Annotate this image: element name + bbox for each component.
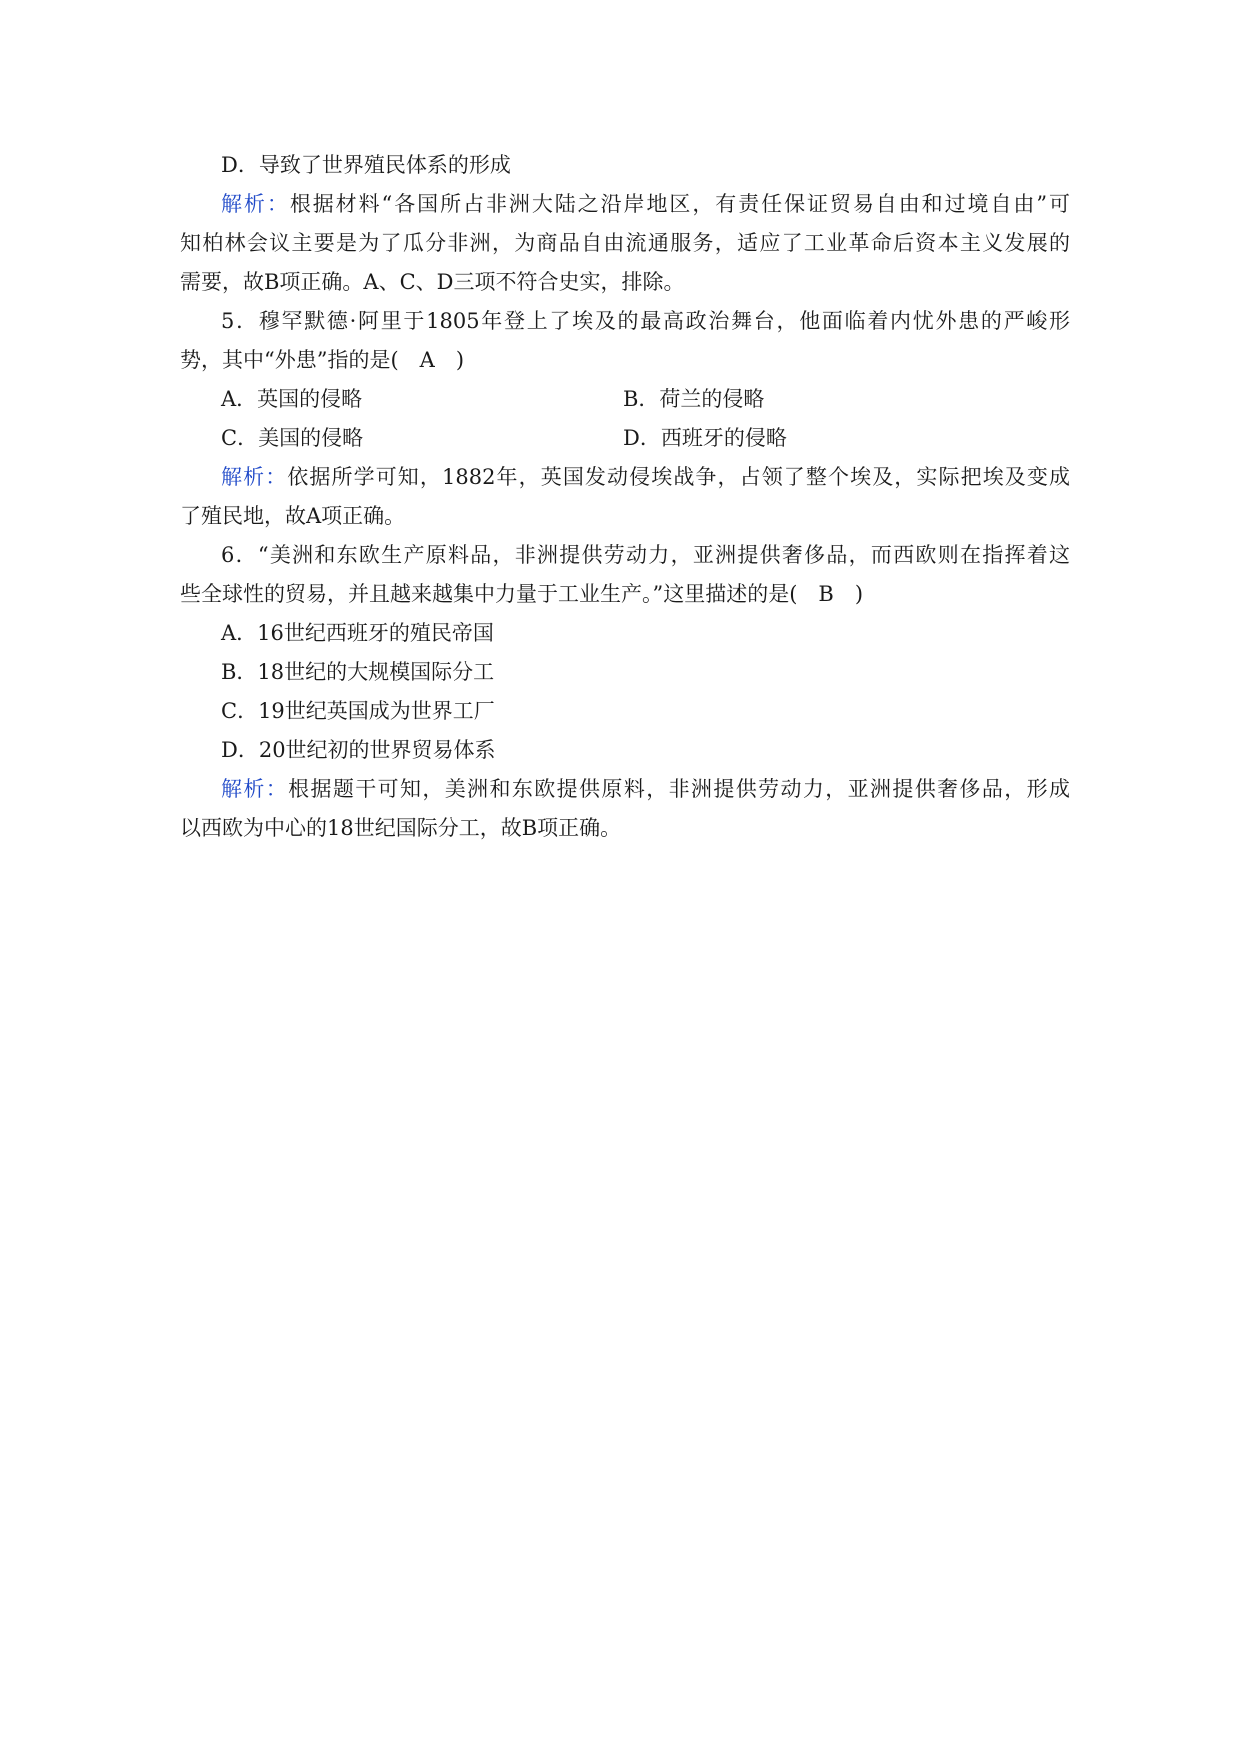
q5-option-c: C．美国的侵略 xyxy=(221,426,364,450)
q6-analysis-line-2: 以西欧为中心的18世纪国际分工，故B项正确。 xyxy=(180,816,622,840)
q6-option-d: D．20世纪初的世界贸易体系 xyxy=(221,738,496,762)
q5-stem-line-2: 势，其中“外患”指的是( A ) xyxy=(180,348,465,372)
q6-option-b: B．18世纪的大规模国际分工 xyxy=(221,660,495,684)
q5-option-d: D．西班牙的侵略 xyxy=(623,426,787,450)
q4-option-d: D．导致了世界殖民体系的形成 xyxy=(221,153,511,177)
analysis-label: 解析： xyxy=(221,192,290,216)
q4-analysis-line-2: 知柏林会议主要是为了瓜分非洲，为商品自由流通服务，适应了工业革命后资本主义发展的 xyxy=(180,231,1070,255)
q6-option-a: A．16世纪西班牙的殖民帝国 xyxy=(221,621,494,645)
q5-option-a: A．英国的侵略 xyxy=(221,387,363,411)
q5-options-row-2 xyxy=(180,419,1070,458)
q6-stem-line-2: 些全球性的贸易，并且越来越集中力量于工业生产。”这里描述的是( B ) xyxy=(180,582,864,606)
q5-analysis-line-1: 解析：依据所学可知，1882年，英国发动侵埃战争，占领了整个埃及，实际把埃及变成 xyxy=(221,465,1070,489)
document-page xyxy=(180,146,1070,848)
q6-option-c: C．19世纪英国成为世界工厂 xyxy=(221,699,495,723)
analysis-label: 解析： xyxy=(221,465,288,489)
q5-stem-line-1: 5．穆罕默德·阿里于1805年登上了埃及的最高政治舞台，他面临着内忧外患的严峻形 xyxy=(221,309,1070,333)
q5-option-b: B．荷兰的侵略 xyxy=(623,387,765,411)
q5-analysis-line-2: 了殖民地，故A项正确。 xyxy=(180,504,406,528)
q4-analysis-line-3: 需要，故B项正确。A、C、D三项不符合史实，排除。 xyxy=(180,270,685,294)
q5-options-row-1 xyxy=(180,380,1070,419)
q6-stem-line-1: 6．“美洲和东欧生产原料品，非洲提供劳动力，亚洲提供奢侈品，而西欧则在指挥着这 xyxy=(221,543,1070,567)
q6-analysis-line-1: 解析：根据题干可知，美洲和东欧提供原料，非洲提供劳动力，亚洲提供奢侈品，形成 xyxy=(221,777,1071,801)
analysis-label: 解析： xyxy=(221,777,289,801)
q4-analysis-line-1: 解析：根据材料“各国所占非洲大陆之沿岸地区，有责任保证贸易自由和过境自由”可 xyxy=(221,192,1071,216)
